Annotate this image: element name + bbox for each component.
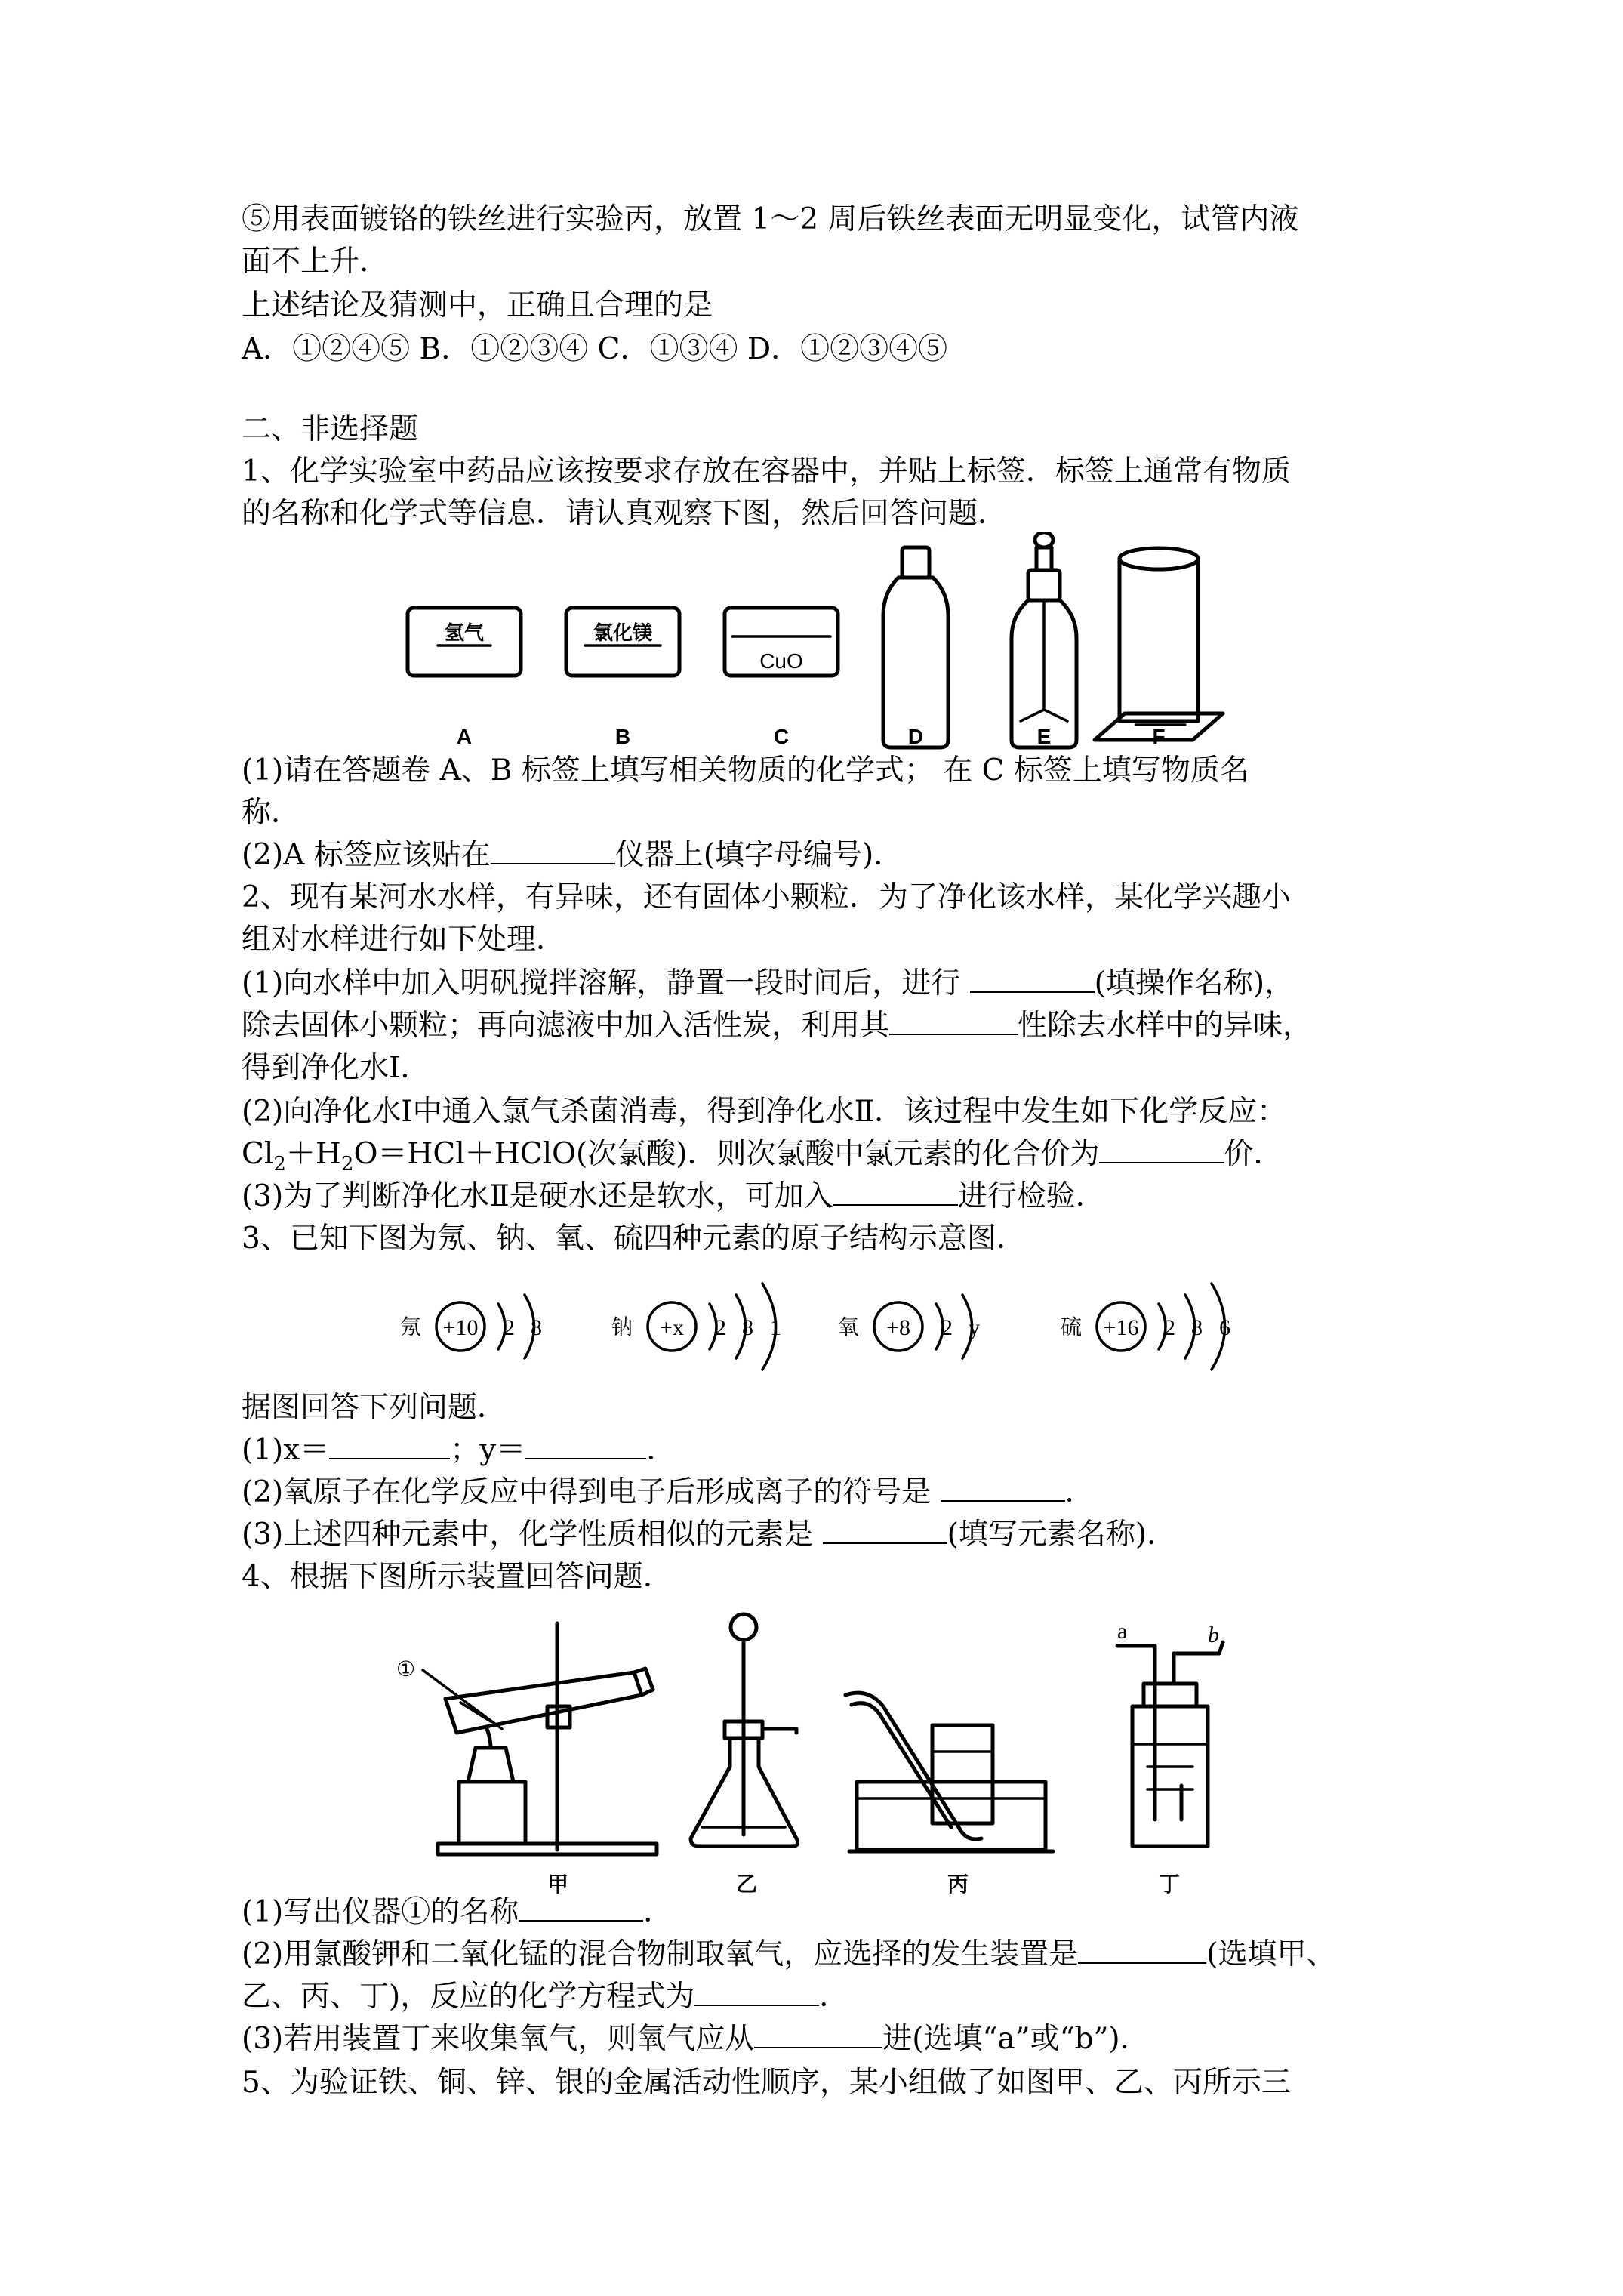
question-4-2 <box>242 1936 1335 1974</box>
q-text: (1)写出仪器①的名称 <box>242 1895 519 1929</box>
question-1-stem: 1、化学实验室中药品应该按要求存放在容器中，并贴上标签．标签上通常有物质 <box>242 455 1291 488</box>
atom-sodium <box>611 1284 781 1370</box>
svg-text:8: 8 <box>742 1315 753 1340</box>
svg-text:①: ① <box>396 1657 416 1681</box>
fig1-letter-f: F <box>1152 725 1166 748</box>
answer-blank[interactable] <box>1078 1937 1206 1964</box>
fig1-label-a: A <box>456 725 473 748</box>
q-text: (2)氧原子在化学反应中得到电子后形成离子的符号是 <box>242 1475 941 1509</box>
q-text: (填操作名称)， <box>1094 966 1295 1000</box>
svg-text:硫: 硫 <box>1061 1314 1083 1339</box>
text-line <box>242 1007 1312 1045</box>
text-line: 据图回答下列问题． <box>242 1391 507 1425</box>
question-1-stem: 的名称和化学式等信息．请认真观察下图，然后回答问题． <box>242 497 1008 531</box>
svg-text:2: 2 <box>1164 1315 1175 1340</box>
apparatus-jia <box>396 1623 657 1854</box>
q-text: ． <box>1064 1475 1095 1509</box>
dropper-bottle-e <box>1012 532 1076 747</box>
q-text: 乙、丙、丁)，反应的化学方程式为 <box>242 1980 695 2014</box>
text-line: ⑤用表面镀铬的铁丝进行实验丙，放置 1～2 周后铁丝表面无明显变化，试管内液 <box>242 202 1299 236</box>
q-text: O＝HCl＋HClO(次氯酸)．则次氯酸中氯元素的化合价为 <box>353 1137 1100 1171</box>
figure-atom-structures <box>377 1261 1253 1389</box>
text-line: 组对水样进行如下处理． <box>242 923 566 957</box>
label-a-text: 氢气 <box>444 622 485 645</box>
q-text: (填写元素名称)． <box>947 1518 1177 1552</box>
q-text: (1)向水样中加入明矾搅拌溶解，静置一段时间后，进行 <box>242 966 970 1000</box>
fig1-label-b: B <box>614 725 631 748</box>
fig3-label-jia: 甲 <box>547 1872 569 1897</box>
question-5-stem: 5、为验证铁、铜、锌、银的金属活动性顺序，某小组做了如图甲、乙、丙所示三 <box>242 2066 1291 2100</box>
text-line: (1)请在答题卷 A、B 标签上填写相关物质的化学式； 在 C 标签上填写物质名 <box>242 754 1249 787</box>
section-heading: 二、非选择题 <box>242 412 419 446</box>
svg-text:+8: +8 <box>886 1315 910 1340</box>
q-text: 除去固体小颗粒；再向滤液中加入活性炭，利用其 <box>242 1009 890 1043</box>
atom-neon <box>400 1295 542 1358</box>
svg-text:a: a <box>1117 1619 1128 1644</box>
chemical-equation-line <box>242 1136 1283 1176</box>
q-text: 性除去水样中的异味， <box>1018 1009 1313 1043</box>
svg-text:2: 2 <box>504 1315 515 1340</box>
figure-labels-bottles <box>400 532 1246 751</box>
fig1-label-c: C <box>773 725 790 748</box>
answer-blank[interactable] <box>1099 1136 1224 1163</box>
q-text: ＋H <box>285 1137 341 1171</box>
fig3-label-yi: 乙 <box>736 1872 758 1897</box>
answer-options: A．①②④⑤ B．①②③④ C．①③④ D．①②③④⑤ <box>242 332 948 366</box>
figure-1-letters <box>400 721 1246 751</box>
answer-blank-y[interactable] <box>525 1432 646 1459</box>
q-text: Cl <box>242 1137 274 1171</box>
apparatus-bing <box>845 1693 1053 1851</box>
svg-text:氖: 氖 <box>400 1314 422 1339</box>
bottle-d <box>883 547 948 747</box>
subscript: 2 <box>273 1152 286 1176</box>
answer-blank[interactable] <box>889 1008 1018 1035</box>
q-text: 价． <box>1224 1137 1283 1171</box>
gas-jar-f <box>1095 548 1223 740</box>
question-2-3 <box>242 1178 1105 1216</box>
q-text: (3)若用装置丁来收集氧气，则氧气应从 <box>242 2022 755 2056</box>
answer-blank[interactable] <box>491 837 615 864</box>
svg-text:+16: +16 <box>1103 1315 1139 1340</box>
svg-text:+10: +10 <box>442 1315 479 1340</box>
label-b-text: 氯化镁 <box>593 622 653 645</box>
atom-sulfur <box>1061 1284 1230 1370</box>
svg-text:b: b <box>1208 1623 1219 1647</box>
atom-oxygen <box>838 1295 980 1358</box>
svg-text:2: 2 <box>715 1315 726 1340</box>
answer-blank[interactable] <box>833 1179 958 1206</box>
question-1-2 <box>242 837 903 874</box>
fig3-label-bing: 丙 <box>947 1872 969 1897</box>
fig1-letter-d: D <box>907 725 924 748</box>
svg-text:2: 2 <box>941 1315 953 1340</box>
svg-text:1: 1 <box>770 1315 781 1340</box>
question-2-stem: 2、现有某河水水样，有异味，还有固体小颗粒．为了净化该水样，某化学兴趣小 <box>242 880 1291 914</box>
q-text: (选填甲、 <box>1206 1937 1336 1971</box>
answer-blank[interactable] <box>941 1475 1065 1502</box>
q-text: (2)用氯酸钾和二氧化锰的混合物制取氧气，应选择的发生装置是 <box>242 1937 1079 1971</box>
apparatus-yi <box>691 1614 798 1846</box>
q-text: 仪器上(填字母编号)． <box>614 838 904 872</box>
q-text: (1)x＝ <box>242 1433 330 1467</box>
q-text: ． <box>819 1980 849 2014</box>
q-text: 进行检验． <box>957 1179 1105 1213</box>
svg-text:氧: 氧 <box>838 1314 860 1339</box>
svg-text:6: 6 <box>1219 1315 1230 1340</box>
text-line <box>242 1978 848 2016</box>
answer-blank[interactable] <box>970 966 1095 993</box>
q-text: (3)上述四种元素中，化学性质相似的元素是 <box>242 1518 823 1552</box>
q-text: 进(选填“a”或“b”)． <box>882 2022 1150 2056</box>
question-3-3 <box>242 1516 1176 1554</box>
answer-blank[interactable] <box>519 1894 643 1922</box>
fig3-label-ding: 丁 <box>1159 1872 1181 1897</box>
subscript: 2 <box>340 1152 354 1176</box>
q-text: ． <box>646 1433 676 1467</box>
question-2-1 <box>242 965 1294 1003</box>
q-text: ；y＝ <box>450 1433 526 1467</box>
text-line: 称． <box>242 796 301 830</box>
answer-blank[interactable] <box>754 2021 882 2048</box>
question-4-1 <box>242 1894 673 1931</box>
fig1-letter-e: E <box>1036 725 1052 748</box>
q-text: ． <box>643 1895 673 1929</box>
svg-text:+x: +x <box>660 1315 684 1340</box>
answer-blank[interactable] <box>823 1517 947 1544</box>
question-3-1 <box>242 1432 676 1469</box>
answer-blank-x[interactable] <box>329 1432 450 1459</box>
svg-text:8: 8 <box>1191 1315 1203 1340</box>
figure-apparatus <box>393 1601 1246 1899</box>
answer-blank[interactable] <box>694 1979 819 2006</box>
question-4-stem: 4、根据下图所示装置回答问题． <box>242 1560 673 1594</box>
label-c-text: CuO <box>759 649 803 673</box>
text-line: 上述结论及猜测中，正确且合理的是 <box>242 288 713 322</box>
question-3-stem: 3、已知下图为氖、钠、氧、硫四种元素的原子结构示意图． <box>242 1222 1026 1256</box>
apparatus-ding <box>1117 1619 1223 1846</box>
svg-text:y: y <box>969 1315 980 1340</box>
question-3-2 <box>242 1474 1095 1512</box>
q-text: (3)为了判断净化水Ⅱ是硬水还是软水，可加入 <box>242 1179 833 1213</box>
svg-text:钠: 钠 <box>611 1314 633 1339</box>
question-2-2: (2)向净化水Ⅰ中通入氯气杀菌消毒，得到净化水Ⅱ．该过程中发生如下化学反应： <box>242 1095 1287 1129</box>
q-text: (2)A 标签应该贴在 <box>242 838 491 872</box>
text-line: 得到净化水Ⅰ． <box>242 1051 430 1085</box>
svg-text:8: 8 <box>531 1315 542 1340</box>
text-line: 面不上升. <box>242 245 369 279</box>
question-4-3 <box>242 2020 1150 2058</box>
